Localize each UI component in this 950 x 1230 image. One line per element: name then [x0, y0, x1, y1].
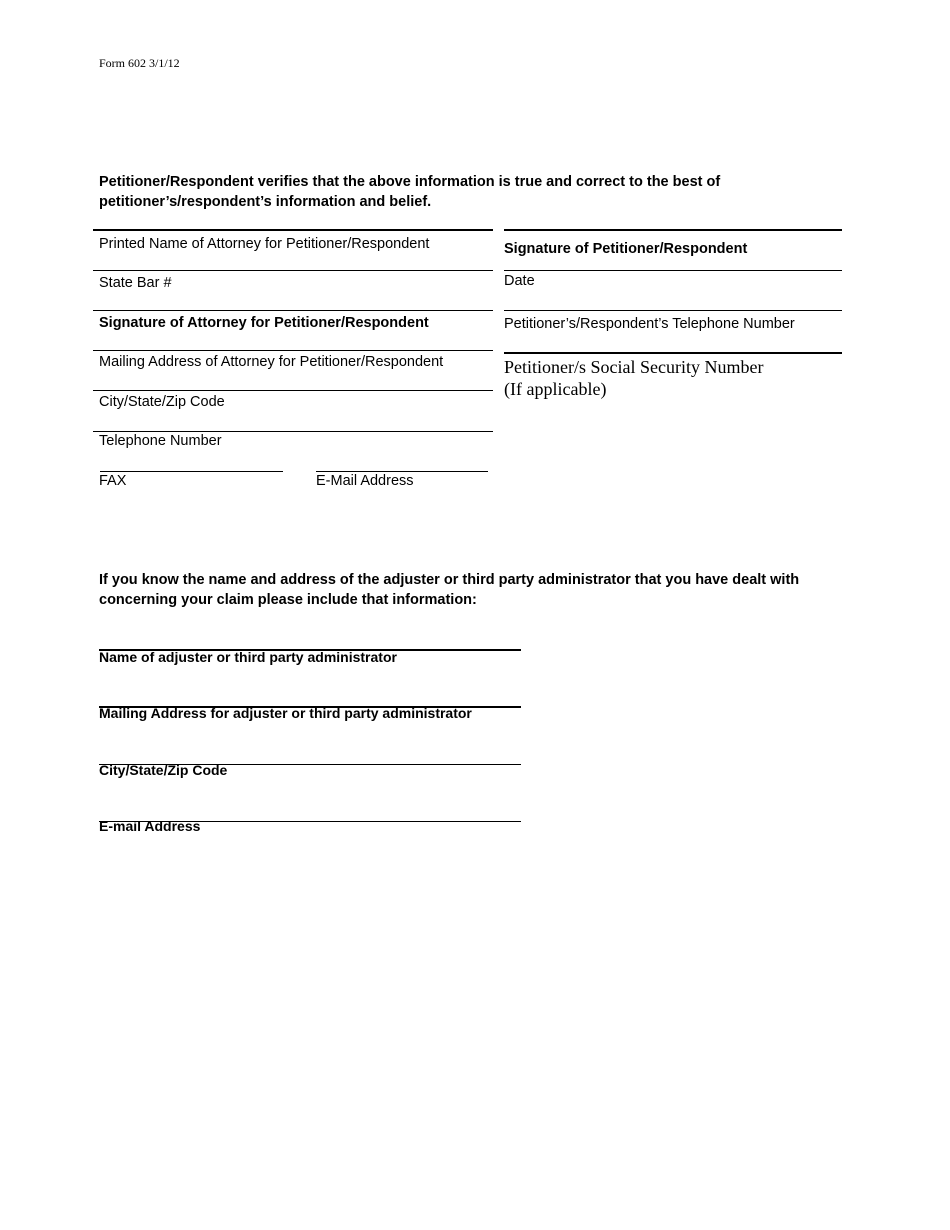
telephone-label: Telephone Number [99, 433, 222, 449]
ssn-applicable-note: (If applicable) [504, 379, 607, 399]
state-bar-label: State Bar # [99, 275, 172, 291]
attorney-name-line[interactable] [93, 229, 493, 231]
adjuster-intro-line2: concerning your claim please include that information: [99, 592, 477, 608]
petitioner-telephone-line[interactable] [504, 310, 842, 311]
form-number: Form 602 3/1/12 [99, 56, 180, 70]
adjuster-intro-line1: If you know the name and address of the adjuster or third party administrator that you have dealt with [99, 572, 800, 588]
mailing-address-line[interactable] [93, 350, 493, 351]
email-line[interactable] [316, 471, 488, 472]
fax-label: FAX [99, 473, 127, 489]
adjuster-email-label: E-mail Address [99, 818, 201, 834]
email-label: E-Mail Address [316, 473, 414, 489]
petitioner-telephone-label: Petitioner’s/Respondent’s Telephone Number [504, 316, 795, 332]
mailing-address-label: Mailing Address of Attorney for Petitioner/Respondent [99, 354, 444, 370]
adjuster-mailing-address-label: Mailing Address for adjuster or third party administrator [99, 705, 472, 721]
attorney-signature-line[interactable] [93, 310, 493, 311]
city-state-zip-line[interactable] [93, 390, 493, 391]
date-line[interactable] [504, 270, 842, 271]
adjuster-name-label: Name of adjuster or third party administrator [99, 649, 397, 665]
telephone-line[interactable] [93, 431, 493, 432]
adjuster-city-state-zip-label: City/State/Zip Code [99, 762, 228, 778]
attorney-signature-label: Signature of Attorney for Petitioner/Respondent [99, 315, 429, 331]
ssn-label: Petitioner/s Social Security Number [504, 357, 764, 377]
fax-line[interactable] [100, 471, 283, 472]
ssn-line[interactable] [504, 352, 842, 354]
attorney-name-label: Printed Name of Attorney for Petitioner/Respondent [99, 236, 430, 252]
city-state-zip-label: City/State/Zip Code [99, 394, 225, 410]
verification-text-line1: Petitioner/Respondent verifies that the above information is true and correct to the best of [99, 174, 721, 190]
petitioner-signature-label: Signature of Petitioner/Respondent [504, 241, 748, 257]
date-label: Date [504, 273, 535, 289]
petitioner-signature-line[interactable] [504, 229, 842, 231]
verification-text-line2: petitioner’s/respondent’s information and belief. [99, 194, 432, 210]
state-bar-line[interactable] [93, 270, 493, 271]
